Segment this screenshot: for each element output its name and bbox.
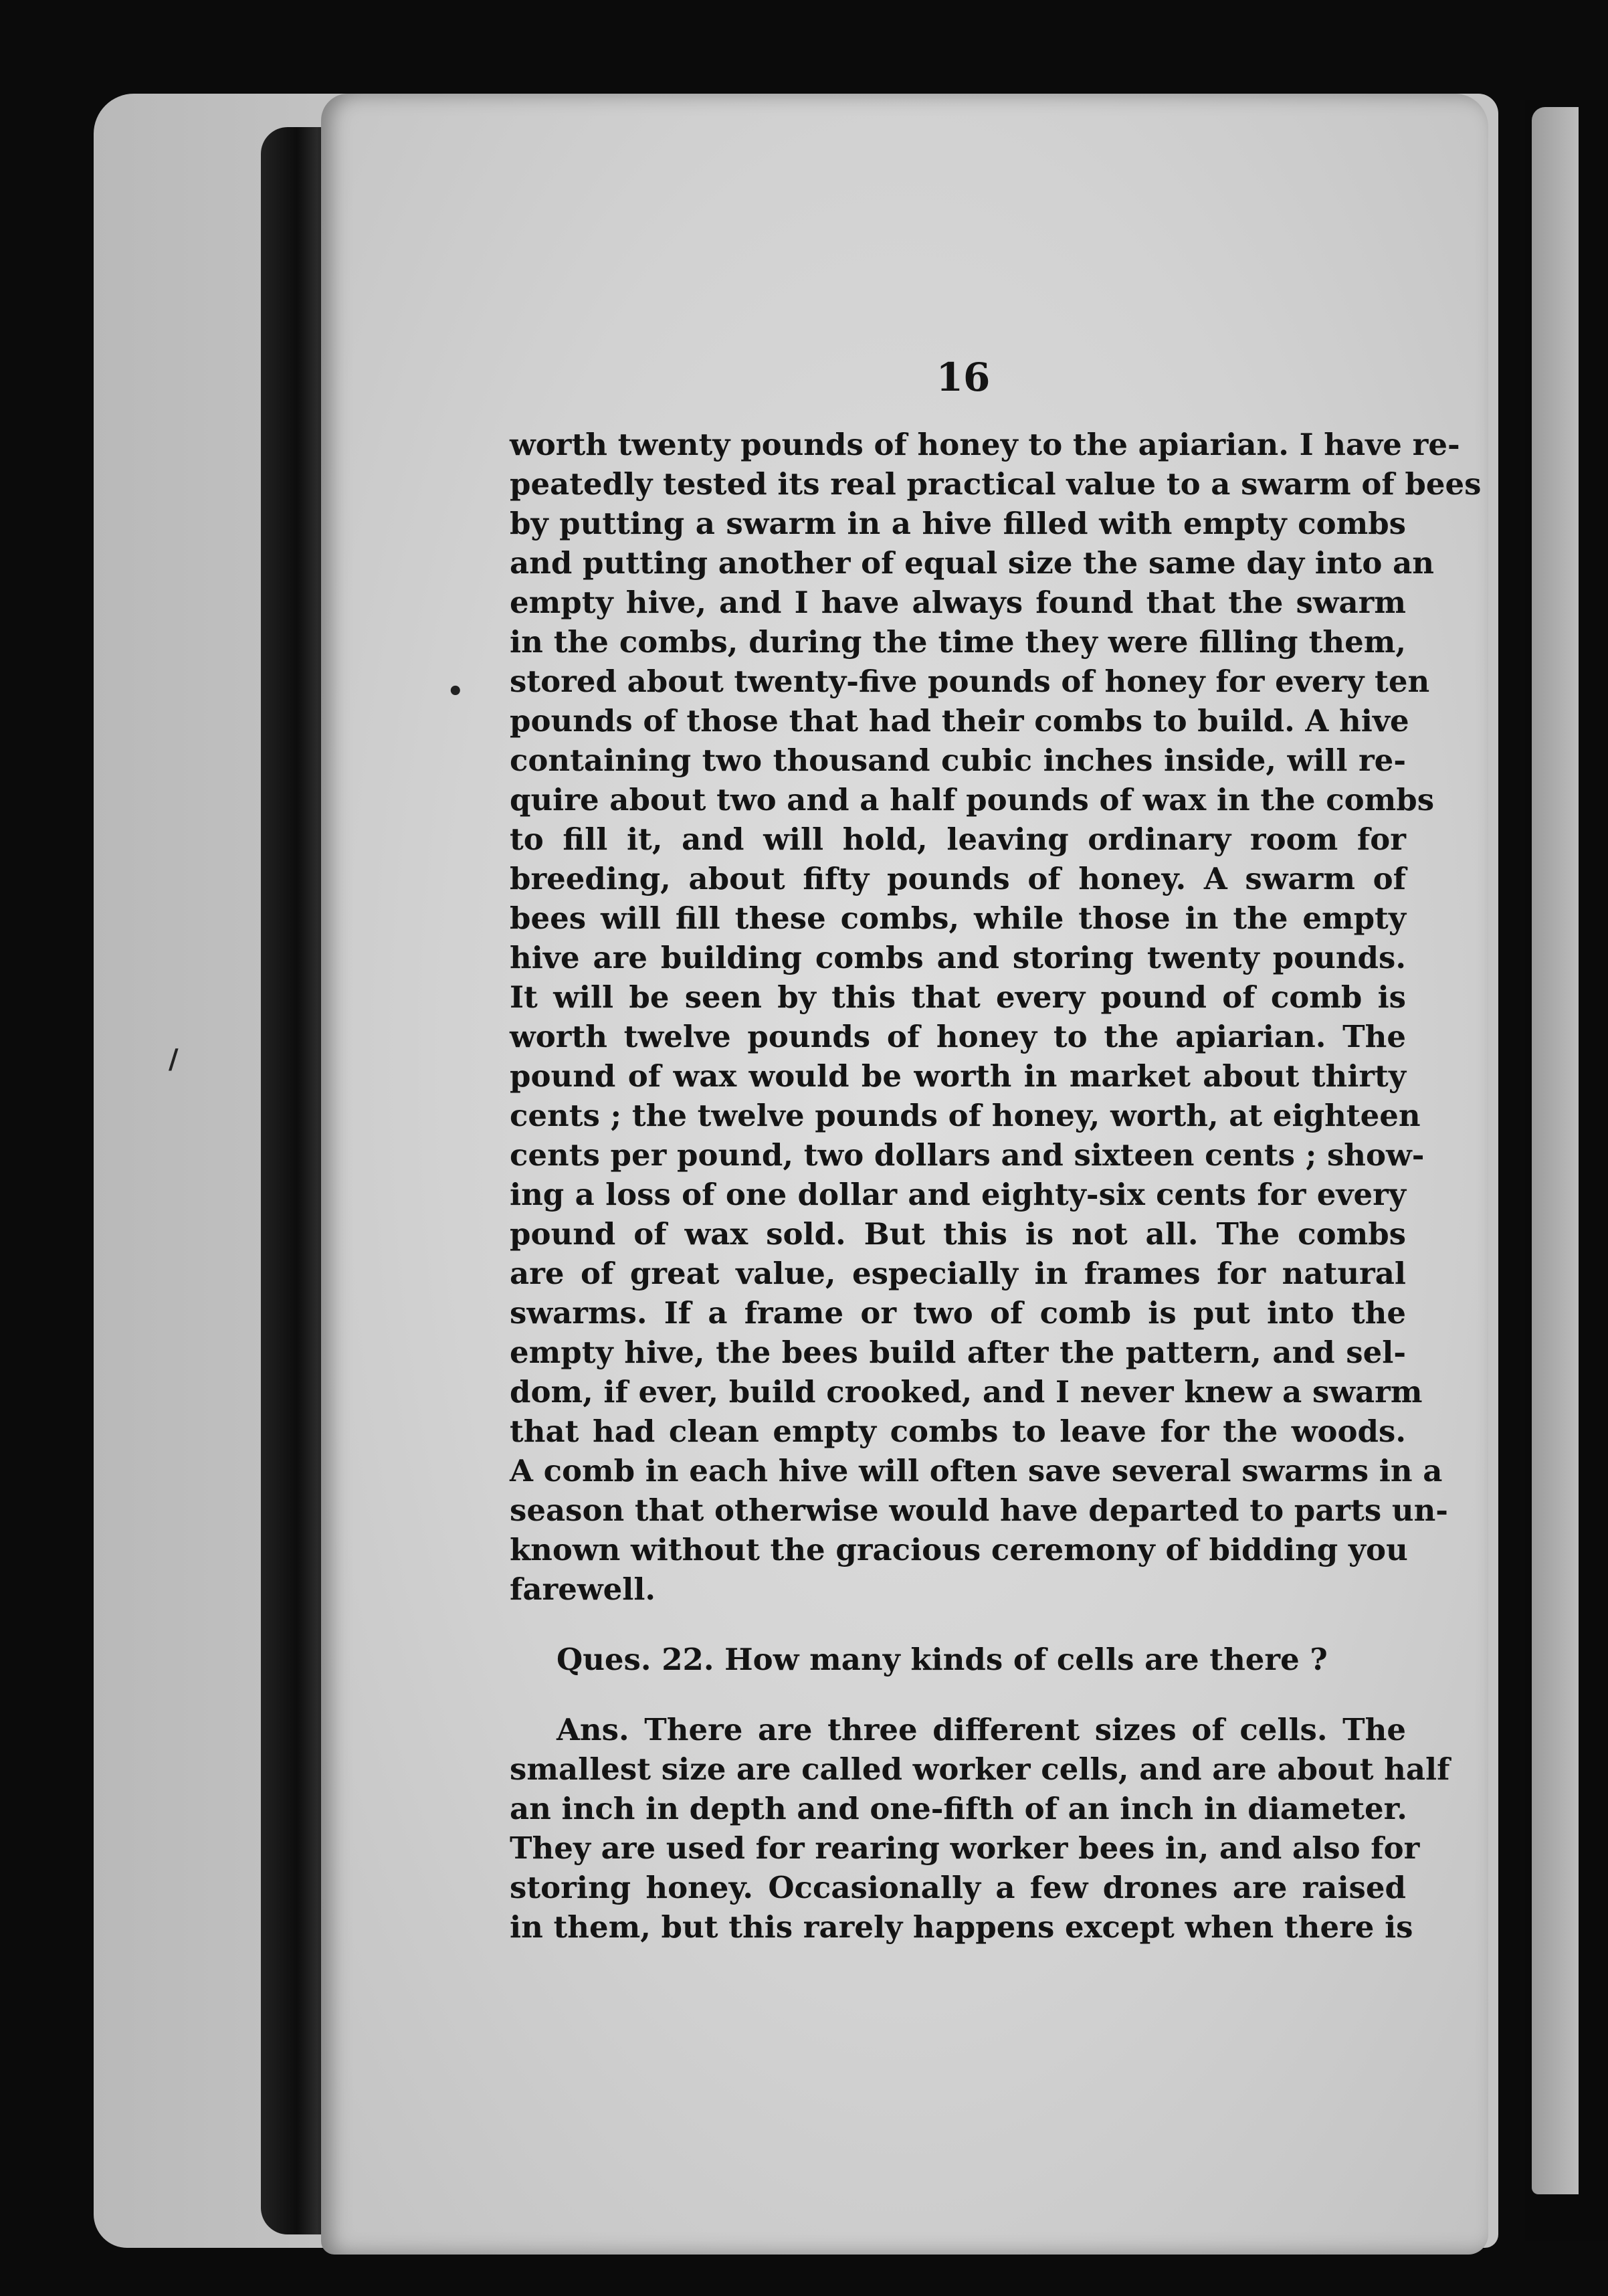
text-line: hive are building combs and storing twenty pounds. <box>510 940 1406 975</box>
text-line: smallest size are called worker cells, and are about half <box>510 1751 1450 1787</box>
text-line: ing a loss of one dollar and eighty-six cents for every <box>510 1177 1406 1212</box>
text-line: farewell. <box>510 1571 656 1607</box>
text-line: in them, but this rarely happens except when there is <box>510 1909 1413 1945</box>
question-line: Ques. 22. How many kinds of cells are there ? <box>557 1642 1328 1677</box>
text-line: It will be seen by this that every pound of comb is <box>510 979 1406 1015</box>
paragraph-continued <box>510 425 1482 1609</box>
text-line: by putting a swarm in a hive filled with empty combs <box>510 506 1406 541</box>
adjacent-page-sliver <box>1532 107 1579 2194</box>
text-line: breeding, about fifty pounds of honey. A swarm of <box>510 861 1406 896</box>
text-line: peatedly tested its real practical value to a swarm of bees <box>510 466 1482 502</box>
text-line: swarms. If a frame or two of comb is put into the <box>510 1295 1406 1331</box>
text-line: storing honey. Occasionally a few drones are raised <box>510 1870 1406 1905</box>
text-line: stored about twenty-five pounds of honey for every ten <box>510 664 1430 699</box>
page-text <box>510 425 1482 1947</box>
text-line: They are used for rearing worker bees in, and also for <box>510 1830 1420 1866</box>
text-line: season that otherwise would have departed to parts un- <box>510 1493 1448 1528</box>
text-line: worth twelve pounds of honey to the apiarian. The <box>510 1019 1406 1054</box>
text-line: bees will fill these combs, while those in the empty <box>510 900 1406 936</box>
text-line: pound of wax would be worth in market about thirty <box>510 1058 1406 1094</box>
text-line: an inch in depth and one-fifth of an inch in diameter. <box>510 1791 1407 1826</box>
text-line: containing two thousand cubic inches inside, will re- <box>510 743 1406 778</box>
text-line: dom, if ever, build crooked, and I never knew a swarm <box>510 1374 1423 1410</box>
text-line: Ans. There are three different sizes of cells. The <box>557 1712 1406 1747</box>
stray-mark: • <box>447 676 464 707</box>
text-line: and putting another of equal size the same day into an <box>510 545 1434 581</box>
text-line: to fill it, and will hold, leaving ordinary room for <box>510 822 1406 857</box>
text-line: are of great value, especially in frames for natural <box>510 1256 1406 1291</box>
text-line: empty hive, and I have always found that the swarm <box>510 585 1406 620</box>
answer-paragraph <box>510 1710 1450 1947</box>
text-line: quire about two and a half pounds of wax in the combs <box>510 782 1435 818</box>
text-line: cents ; the twelve pounds of honey, worth, at eighteen <box>510 1098 1421 1133</box>
text-line: pound of wax sold. But this is not all. The combs <box>510 1216 1406 1252</box>
stray-mark: / <box>169 1044 179 1075</box>
text-line: empty hive, the bees build after the pattern, and sel- <box>510 1335 1406 1370</box>
text-line: A comb in each hive will often save several swarms in a <box>510 1453 1443 1489</box>
text-line: known without the gracious ceremony of bidding you <box>510 1532 1408 1567</box>
text-line: worth twenty pounds of honey to the apiarian. I have re- <box>510 427 1460 462</box>
page-number: 16 <box>936 355 991 400</box>
text-line: cents per pound, two dollars and sixteen cents ; show- <box>510 1137 1425 1173</box>
text-line: in the combs, during the time they were filling them, <box>510 624 1406 660</box>
text-line: pounds of those that had their combs to build. A hive <box>510 703 1409 739</box>
text-line: that had clean empty combs to leave for the woods. <box>510 1414 1406 1449</box>
